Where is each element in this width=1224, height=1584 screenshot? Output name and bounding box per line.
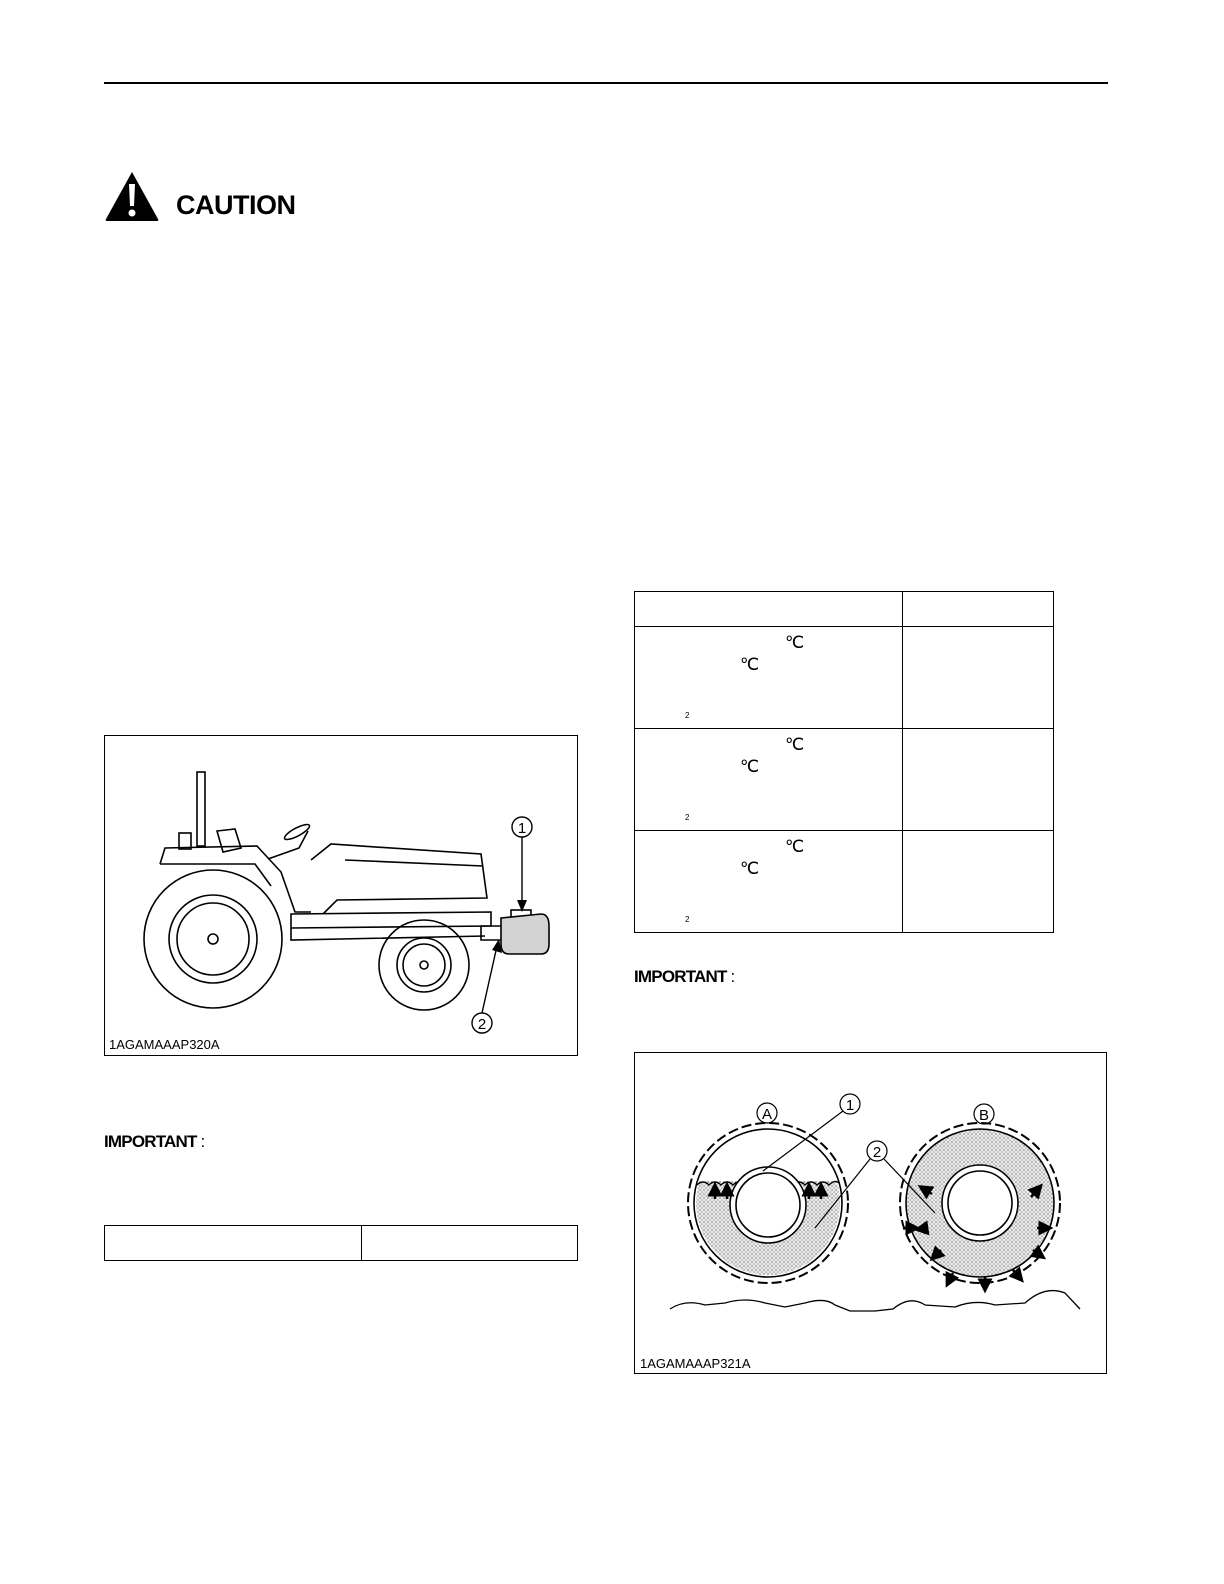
left-table bbox=[104, 1225, 578, 1261]
tractor-figure bbox=[104, 735, 578, 1056]
superscript: 2 bbox=[685, 813, 690, 822]
callout-2: 2 bbox=[872, 1144, 882, 1161]
table-header-row bbox=[635, 592, 1054, 627]
figure-caption: 1AGAMAAAP320A bbox=[109, 1037, 220, 1052]
unit-celsius: ℃ bbox=[740, 859, 760, 878]
table-cell bbox=[903, 592, 1054, 627]
table-row bbox=[635, 729, 1054, 831]
caution-heading bbox=[104, 170, 324, 226]
table-row bbox=[635, 831, 1054, 933]
caution-label: CAUTION bbox=[176, 190, 296, 220]
table-cell bbox=[635, 831, 903, 933]
important-label-left bbox=[104, 1132, 204, 1152]
superscript: 2 bbox=[685, 915, 690, 924]
table-cell bbox=[362, 1226, 578, 1261]
table-cell bbox=[105, 1226, 362, 1261]
callout-1: 1 bbox=[517, 820, 527, 837]
table-row bbox=[105, 1226, 578, 1261]
label-a: A bbox=[761, 1106, 773, 1123]
label-b: B bbox=[978, 1107, 990, 1124]
tire-figure bbox=[634, 1052, 1107, 1374]
figure-caption: 1AGAMAAAP321A bbox=[640, 1356, 751, 1371]
warning-triangle-icon bbox=[104, 170, 160, 222]
callout-1: 1 bbox=[845, 1097, 855, 1114]
callout-2: 2 bbox=[477, 1016, 487, 1033]
table-cell bbox=[903, 831, 1054, 933]
unit-celsius: ℃ bbox=[785, 837, 805, 856]
tractor-illustration bbox=[105, 736, 577, 1055]
table-cell bbox=[635, 627, 903, 729]
important-text: IMPORTANT bbox=[634, 967, 727, 986]
table-cell bbox=[903, 627, 1054, 729]
table-row bbox=[635, 627, 1054, 729]
superscript: 2 bbox=[685, 711, 690, 720]
unit-celsius: ℃ bbox=[785, 633, 805, 652]
important-label-right bbox=[634, 967, 734, 987]
unit-celsius: ℃ bbox=[785, 735, 805, 754]
important-text: IMPORTANT bbox=[104, 1132, 197, 1151]
important-colon: : bbox=[730, 967, 735, 986]
unit-celsius: ℃ bbox=[740, 757, 760, 776]
top-rule bbox=[104, 82, 1108, 84]
table-cell bbox=[635, 729, 903, 831]
table-cell bbox=[903, 729, 1054, 831]
table-cell bbox=[635, 592, 903, 627]
important-colon: : bbox=[200, 1132, 205, 1151]
temperature-table bbox=[634, 591, 1054, 933]
tire-illustration bbox=[635, 1053, 1106, 1373]
unit-celsius: ℃ bbox=[740, 655, 760, 674]
